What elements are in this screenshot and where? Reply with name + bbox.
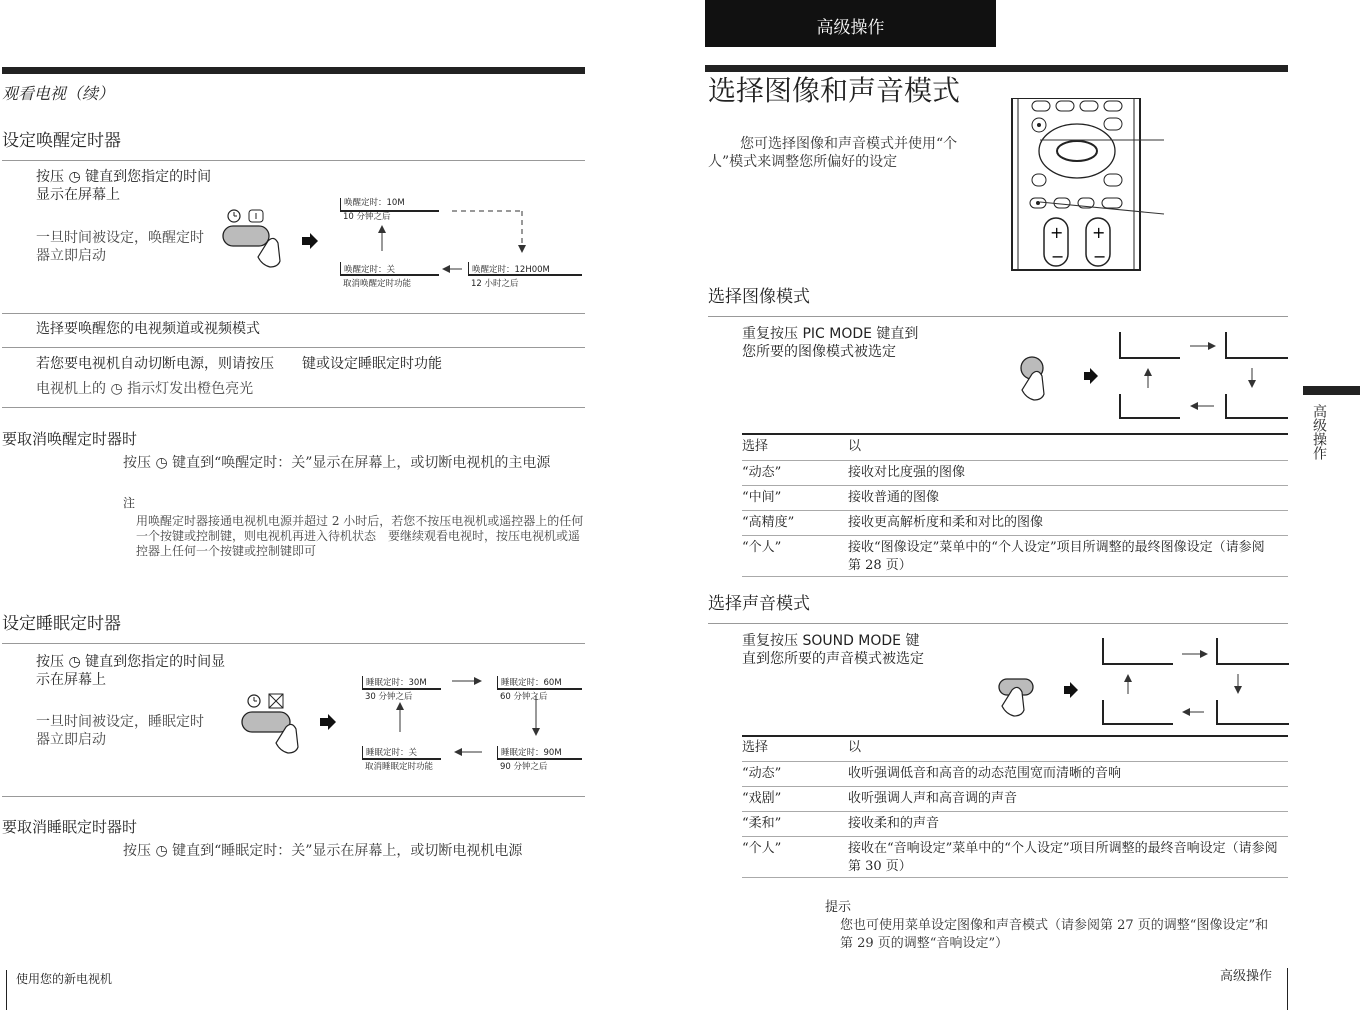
side-tab-bar xyxy=(1303,386,1360,395)
screen-sub: 12 小时之后 xyxy=(471,279,519,289)
table-header-select: 选择 xyxy=(742,740,769,755)
section-tab-label: 高级操作 xyxy=(816,18,885,38)
table-top-rule xyxy=(742,433,1288,435)
table-cell-desc: 收听强调低音和高音的动态范围宽而清晰的音响 xyxy=(848,766,1122,781)
picture-title: 选择图像模式 xyxy=(708,287,810,307)
divider xyxy=(2,643,585,644)
row-divider xyxy=(742,836,1288,837)
page-title: 选择图像和声音模式 xyxy=(708,74,961,107)
wake-step1: 按压 ◷ 键直到您指定的时间显示在屏幕上 xyxy=(36,169,212,203)
cancel-wake-body: 按压 ◷ 键直到“唤醒定时：关”显示在屏幕上，或切断电视机的主电源 xyxy=(123,455,551,471)
cycle-diagram xyxy=(1118,330,1290,422)
note-label: 注 xyxy=(123,496,136,510)
divider xyxy=(2,407,585,408)
screen-label: 唤醒定时：12H00M xyxy=(472,265,550,275)
divider xyxy=(2,796,585,797)
row-divider xyxy=(742,786,1288,787)
screen-label: 唤醒定时：10M xyxy=(344,198,405,208)
table-top-rule xyxy=(742,735,1288,737)
screen-sub: 10 分钟之后 xyxy=(343,212,391,222)
pic-mode-button-icon xyxy=(1018,352,1108,410)
sleep-step1-note: 一旦时间被设定，睡眠定时器立即启动 xyxy=(36,714,204,748)
screen-sub: 30 分钟之后 xyxy=(365,692,413,702)
footer-rule xyxy=(6,970,7,1010)
screen-label: 睡眠定时：30M xyxy=(366,678,427,688)
table-header-to: 以 xyxy=(848,740,862,755)
table-cell-mode: “中间” xyxy=(742,490,782,505)
svg-text:+: + xyxy=(1050,223,1064,242)
cancel-sleep-title: 要取消睡眠定时器时 xyxy=(2,818,138,836)
header-rule xyxy=(2,67,585,74)
row-divider xyxy=(742,811,1288,812)
row-divider xyxy=(742,485,1288,486)
picture-step: 重复按压 PIC MODE 键直到您所要的图像模式被选定 xyxy=(742,326,919,360)
table-cell-mode: “动态” xyxy=(742,766,782,781)
sound-step: 重复按压 SOUND MODE 键直到您所要的声音模式被选定 xyxy=(742,633,924,667)
table-header-to: 以 xyxy=(848,439,862,454)
tip-label: 提示 xyxy=(825,900,852,915)
screen-sub: 取消唤醒定时功能 xyxy=(343,279,412,289)
row-divider xyxy=(742,761,1288,762)
intro-text: 您可选择图像和声音模式并使用“个人”模式来调整您所偏好的设定 xyxy=(708,136,958,170)
tip-text: 您也可使用菜单设定图像和声音模式（请参阅第 27 页的调整“图像设定”和第 29 页的调整“音响设定”） xyxy=(840,918,1269,951)
screen-label: 睡眠定时：90M xyxy=(501,748,562,758)
screen-sub: 90 分钟之后 xyxy=(500,762,548,772)
table-cell-mode: “戏剧” xyxy=(742,791,782,806)
divider xyxy=(708,316,1288,317)
sleep-step1: 按压 ◷ 键直到您指定的时间显示在屏幕上 xyxy=(36,654,226,688)
table-cell-desc: 接收在“音响设定”菜单中的“个人设定”项目所调整的最终音响设定（请参阅第 30 页） xyxy=(848,841,1278,874)
svg-text:+: + xyxy=(1092,223,1106,242)
divider xyxy=(2,160,585,161)
screen-label: 唤醒定时：关 xyxy=(344,265,396,275)
table-cell-mode: “个人” xyxy=(742,841,782,856)
svg-text:−: − xyxy=(1051,247,1065,266)
table-cell-desc: 接收普通的图像 xyxy=(848,490,940,505)
table-cell-desc: 收听强调人声和高音调的声音 xyxy=(848,791,1018,806)
row-divider xyxy=(742,510,1288,511)
timer-button-icon xyxy=(218,205,328,275)
wake-step3-note: 电视机上的 ◷ 指示灯发出橙色亮光 xyxy=(36,381,254,397)
wake-title: 设定唤醒定时器 xyxy=(2,131,121,151)
wake-step3: 若您要电视机自动切断电源，则请按压 键或设定睡眠定时功能 xyxy=(36,356,442,372)
table-cell-desc: 接收“图像设定”菜单中的“个人设定”项目所调整的最终图像设定（请参阅第 28 页） xyxy=(848,540,1265,573)
table-cell-mode: “高精度” xyxy=(742,515,795,530)
right-footer: 高级操作 xyxy=(1220,969,1273,984)
cycle-arrows xyxy=(380,672,550,762)
side-tab-label: 高级操作 xyxy=(1311,404,1327,460)
screen-label: 睡眠定时：关 xyxy=(366,748,418,758)
table-cell-mode: “动态” xyxy=(742,465,782,480)
table-cell-desc: 接收对比度强的图像 xyxy=(848,465,966,480)
divider xyxy=(2,347,585,348)
table-cell-desc: 接收更高解析度和柔和对比的图像 xyxy=(848,515,1044,530)
divider xyxy=(2,313,585,314)
svg-text:−: − xyxy=(1093,247,1107,266)
footer-rule xyxy=(1287,968,1288,1010)
divider xyxy=(708,623,1288,624)
sound-mode-button-icon xyxy=(996,676,1086,726)
running-header: 观看电视（续） xyxy=(2,84,115,103)
header-rule xyxy=(705,65,1288,72)
screen-label: 睡眠定时：60M xyxy=(501,678,562,688)
row-divider xyxy=(742,460,1288,461)
cycle-arrows xyxy=(370,205,540,285)
row-divider xyxy=(742,576,1288,577)
table-cell-desc: 接收柔和的声音 xyxy=(848,816,940,831)
section-tab xyxy=(705,0,996,47)
wake-step1-note: 一旦时间被设定，唤醒定时器立即启动 xyxy=(36,230,204,264)
cancel-sleep-body: 按压 ◷ 键直到“睡眠定时：关”显示在屏幕上，或切断电视机电源 xyxy=(123,843,523,859)
note-text: 用唤醒定时器接通电视机电源并超过 2 小时后，若您不按压电视机或遥控器上的任何一个按键或控制键，则电视机再进入待机状态 要继续观看电视时，按压电视机或遥控器上任何一个按键或控制键即可 xyxy=(136,514,584,558)
remote-control-icon xyxy=(1010,98,1170,273)
screen-sub: 取消睡眠定时功能 xyxy=(365,762,434,772)
row-divider xyxy=(742,877,1288,878)
sleep-button-icon xyxy=(238,690,348,760)
row-divider xyxy=(742,535,1288,536)
table-cell-mode: “个人” xyxy=(742,540,782,555)
wake-step2: 选择要唤醒您的电视频道或视频模式 xyxy=(36,321,260,337)
sound-title: 选择声音模式 xyxy=(708,594,810,614)
cancel-wake-title: 要取消唤醒定时器时 xyxy=(2,430,138,448)
cycle-diagram xyxy=(1100,636,1290,728)
table-header-select: 选择 xyxy=(742,439,769,454)
screen-sub: 60 分钟之后 xyxy=(500,692,548,702)
left-footer: 使用您的新电视机 xyxy=(16,972,113,986)
table-cell-mode: “柔和” xyxy=(742,816,782,831)
sleep-title: 设定睡眠定时器 xyxy=(2,614,121,634)
